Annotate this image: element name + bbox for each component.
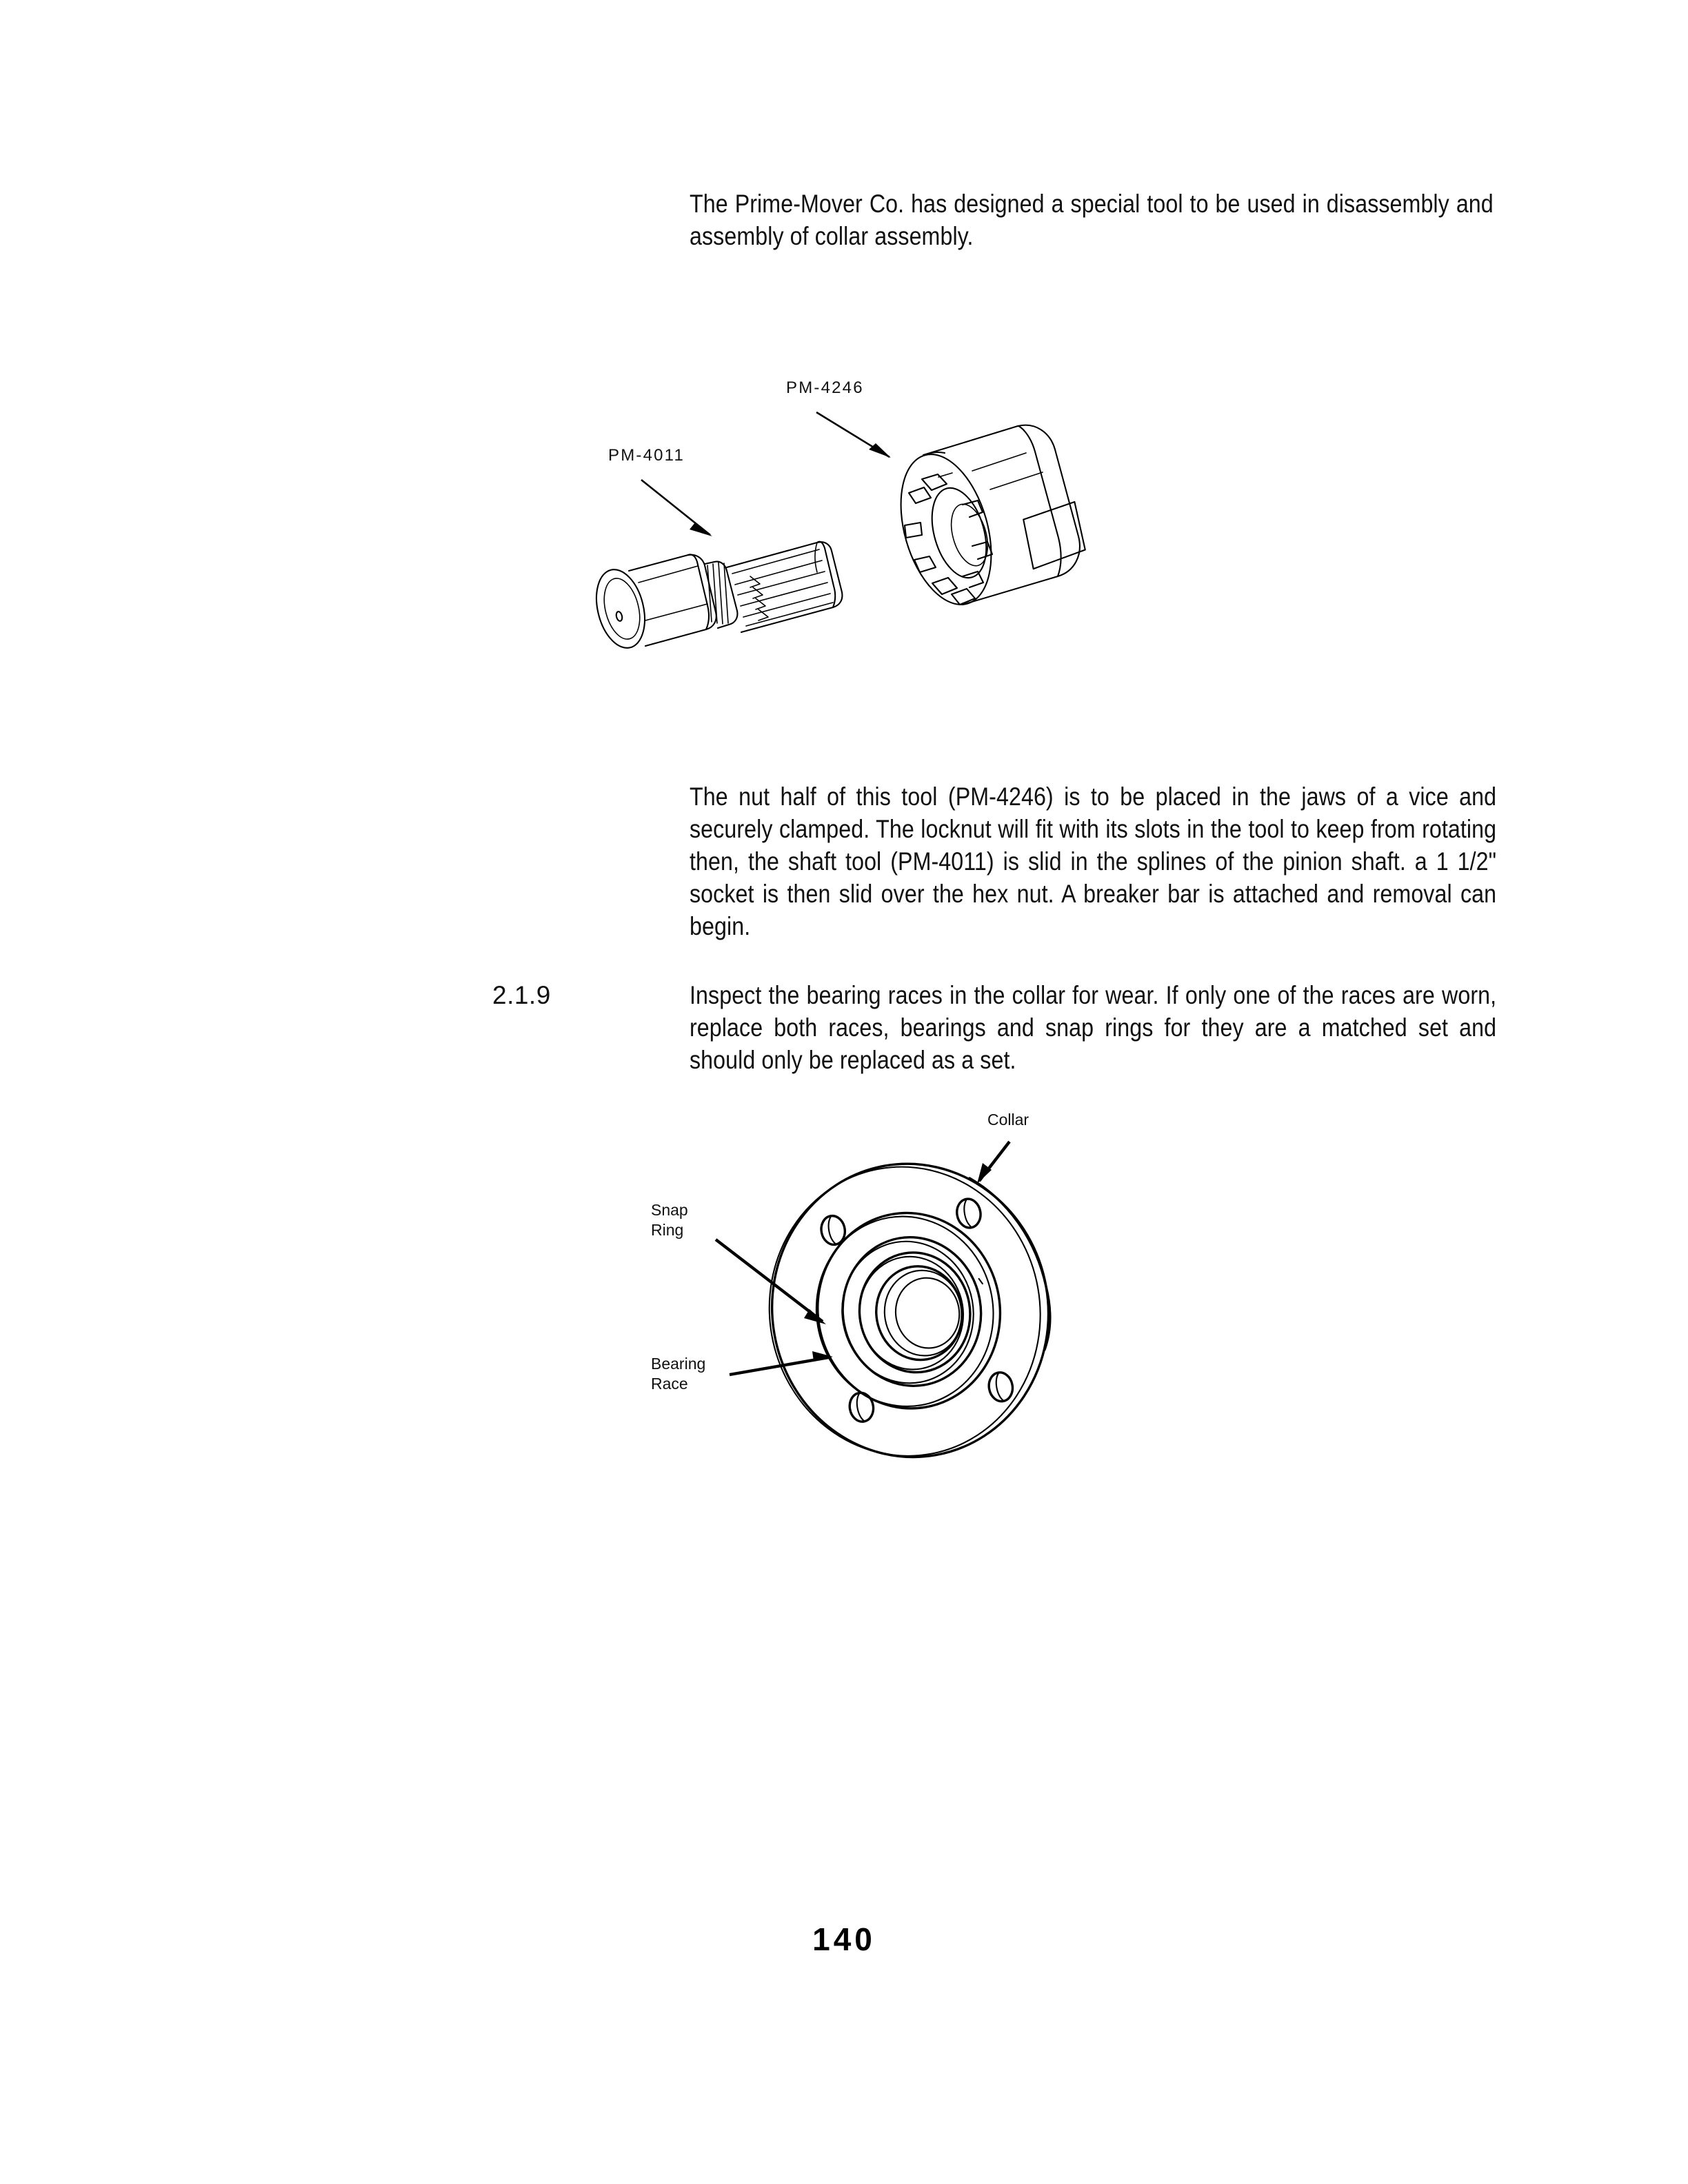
collar-bolt-holes <box>816 1190 1015 1428</box>
figure-collar-assembly <box>641 1082 1096 1468</box>
section-number-inspect: 2.1.9 <box>492 981 551 1009</box>
page-number: 140 <box>812 1921 876 1957</box>
shaft-tool-drawing <box>589 542 842 654</box>
shaft-tool-label: PM-4011 <box>608 446 685 465</box>
nut-tool-drawing <box>885 425 1085 616</box>
nut-tool-paragraph: The nut half of this tool (PM-4246) is to be placed in the jaws of a vice and securely clamped. The locknut will fit with its slots in the tool to keep from rotating then, the shaft tool (PM-4011) is slid in the splines of the pinion shaft. a 1 1/2" socket is then slid over the hex nut. A breaker bar is attached and removal can begin. <box>690 782 1497 940</box>
snap-ring-label-line1: Snap <box>651 1201 688 1219</box>
shaft-tool-leader <box>641 480 712 536</box>
intro-paragraph: The Prime-Mover Co. has designed a special tool to be used in disassembly and assembly of collar assembly. <box>690 190 1494 250</box>
spline-ribs <box>732 549 833 626</box>
collar-drawing <box>746 1142 1072 1468</box>
collar-leader <box>977 1142 1009 1184</box>
snap-ring-label-line2: Ring <box>651 1221 684 1239</box>
bearing-race-label-line2: Race <box>651 1375 688 1393</box>
snap-ring-leader <box>716 1240 826 1324</box>
figure-special-tools <box>579 345 1117 682</box>
collar-label: Collar <box>987 1111 1029 1129</box>
inspect-paragraph: Inspect the bearing races in the collar for wear. If only one of the races are worn, replace both races, bearings and snap rings for they are a matched set and should only be replaced as a set. <box>690 981 1497 1074</box>
nut-tool-leader <box>816 412 891 458</box>
bearing-race-label-line1: Bearing <box>651 1355 706 1373</box>
nut-tool-label: PM-4246 <box>786 378 864 397</box>
